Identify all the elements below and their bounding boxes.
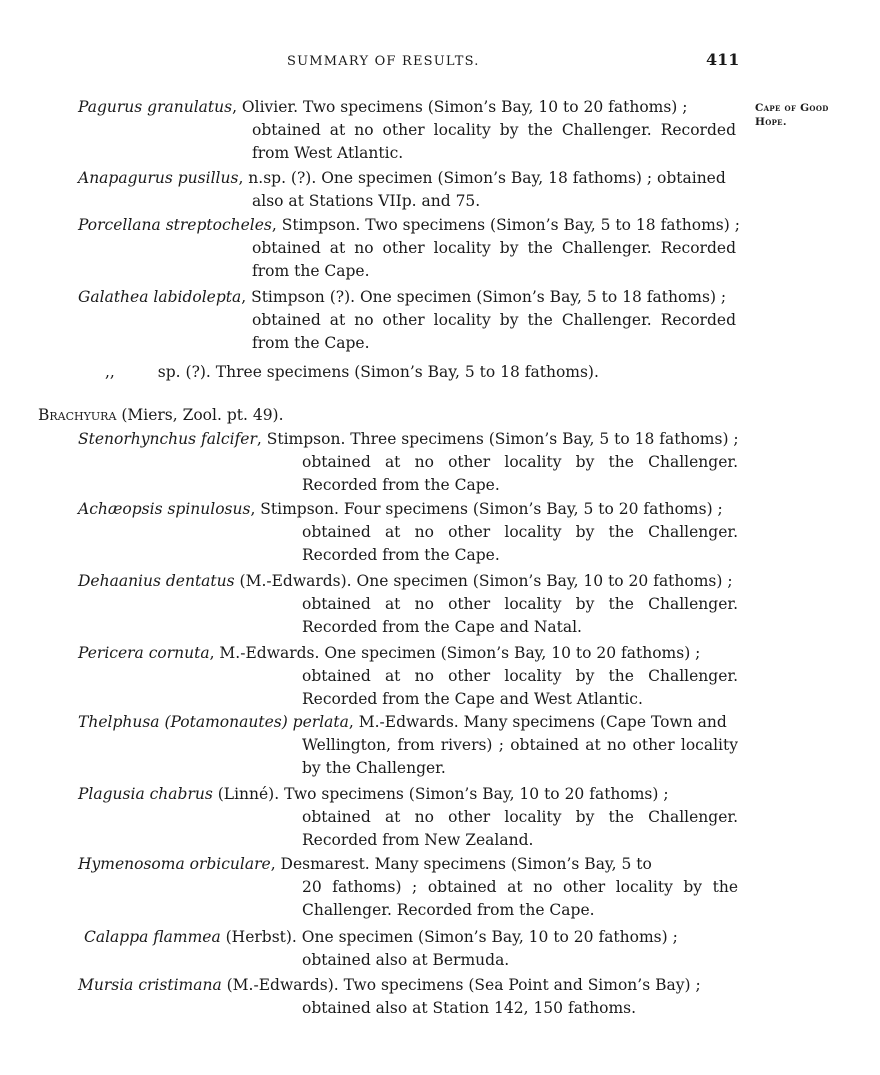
section-heading-name: Brachyura (38, 406, 117, 424)
species-entry (78, 642, 738, 711)
species-authority: , n.sp. (?). (238, 169, 317, 187)
species-authority: , Stimpson. (256, 430, 346, 448)
margin-note-line: Hope. (755, 116, 787, 128)
species-authority: (Herbst). (220, 928, 297, 946)
ditto-entry (105, 361, 599, 384)
species-authority: , Stimpson (?). (241, 288, 356, 306)
species-authority: , Desmarest. (270, 855, 370, 873)
entry-text: One specimen (Simon’s Bay, 10 to 20 fathoms) ; (351, 572, 733, 590)
entry-text: Four specimens (Simon’s Bay, 5 to 20 fathoms) ; (338, 500, 723, 518)
margin-note (755, 101, 865, 129)
section-heading-ref: (Miers, Zool. pt. 49). (116, 406, 284, 424)
species-name: Pericera cornuta (78, 644, 210, 662)
species-name: Pagurus granulatus (78, 98, 233, 116)
species-authority: (M.-Edwards). (234, 572, 352, 590)
ditto-mark: ,, (105, 363, 115, 381)
entry-continuation: 20 fathoms) ; obtained at no other locality by the Challenger. Recorded from the Cape. (302, 878, 738, 919)
entry-text: Two specimens (Simon’s Bay, 5 to 18 fathoms) ; (360, 216, 740, 234)
entry-continuation: obtained at no other locality by the Challenger. Recorded from the Cape and Natal. (302, 595, 738, 636)
entry-text: One specimen (Simon’s Bay, 10 to 20 fathoms) ; (296, 928, 678, 946)
species-name: Porcellana streptocheles (78, 216, 272, 234)
entry-text: One specimen (Simon’s Bay, 18 fathoms) ; obtained (316, 169, 726, 187)
entry-continuation: obtained at no other locality by the Challenger. Recorded from West Atlantic. (252, 121, 736, 162)
species-authority: , Stimpson. (271, 216, 361, 234)
entry-text: Two specimens (Simon’s Bay, 10 to 20 fathoms) ; (279, 785, 669, 803)
entry-text: One specimen (Simon’s Bay, 10 to 20 fathoms) ; (319, 644, 701, 662)
entry-continuation: Wellington, from rivers) ; obtained at no other locality by the Challenger. (302, 736, 738, 777)
entry-text: Many specimens (Simon’s Bay, 5 to (369, 855, 652, 873)
species-authority: , M.-Edwards. (348, 713, 459, 731)
margin-note-line: Cape of Good (755, 102, 829, 114)
species-authority: , Stimpson. (250, 500, 339, 518)
species-name: Hymenosoma orbiculare (78, 855, 271, 873)
species-name: Thelphusa (Potamonautes) perlata (78, 713, 349, 731)
species-name: Anapagurus pusillus (78, 169, 239, 187)
entry-continuation: obtained at no other locality by the Challenger. Recorded from the Cape. (302, 453, 738, 494)
entry-text: Three specimens (Simon’s Bay, 5 to 18 fathoms) ; (345, 430, 739, 448)
species-entry (78, 570, 738, 639)
entry-continuation: obtained at no other locality by the Challenger. Recorded from New Zealand. (302, 808, 738, 849)
entry-text: Two specimens (Simon’s Bay, 10 to 20 fathoms) ; (298, 98, 688, 116)
species-authority: , M.-Edwards. (209, 644, 320, 662)
entry-text: Two specimens (Sea Point and Simon’s Bay) ; (338, 976, 701, 994)
page-number: 411 (706, 50, 740, 69)
entry-text: One specimen (Simon’s Bay, 5 to 18 fathoms) ; (355, 288, 727, 306)
species-entry (78, 498, 738, 567)
entry-continuation: also at Stations VIIp. and 75. (252, 192, 481, 210)
entry-text: Many specimens (Cape Town and (458, 713, 727, 731)
species-entry (78, 783, 738, 852)
species-entry (78, 974, 738, 1020)
species-name: Stenorhynchus falcifer (78, 430, 257, 448)
running-title: SUMMARY OF RESULTS. (287, 54, 480, 69)
species-entry (78, 167, 738, 213)
entry-continuation: obtained at no other locality by the Challenger. Recorded from the Cape. (252, 311, 736, 352)
species-name: Dehaanius dentatus (78, 572, 235, 590)
species-authority: (Linné). (212, 785, 280, 803)
species-name: Galathea labidolepta (78, 288, 242, 306)
species-name: Calappa flammea (84, 928, 221, 946)
entry-continuation: obtained also at Station 142, 150 fathoms. (302, 999, 637, 1017)
species-name: Mursia cristimana (78, 976, 222, 994)
entry-continuation: obtained at no other locality by the Challenger. Recorded from the Cape and West Atlantic. (302, 667, 738, 708)
entry-continuation: obtained at no other locality by the Challenger. Recorded from the Cape. (252, 239, 736, 280)
species-name: Plagusia chabrus (78, 785, 213, 803)
entry-continuation: obtained at no other locality by the Challenger. Recorded from the Cape. (302, 523, 738, 564)
species-entry (78, 428, 738, 497)
species-entry (78, 711, 738, 780)
species-name: Achæopsis spinulosus (78, 500, 251, 518)
ditto-text: sp. (?). Three specimens (Simon’s Bay, 5 to 18 fathoms). (157, 363, 599, 381)
species-entry (78, 214, 738, 283)
section-heading (38, 404, 284, 427)
species-entry (78, 286, 738, 355)
species-authority: , Olivier. (232, 98, 299, 116)
species-entry (78, 96, 738, 165)
species-entry (84, 926, 738, 972)
entry-continuation: obtained also at Bermuda. (302, 951, 510, 969)
species-entry (78, 853, 738, 922)
species-authority: (M.-Edwards). (221, 976, 339, 994)
